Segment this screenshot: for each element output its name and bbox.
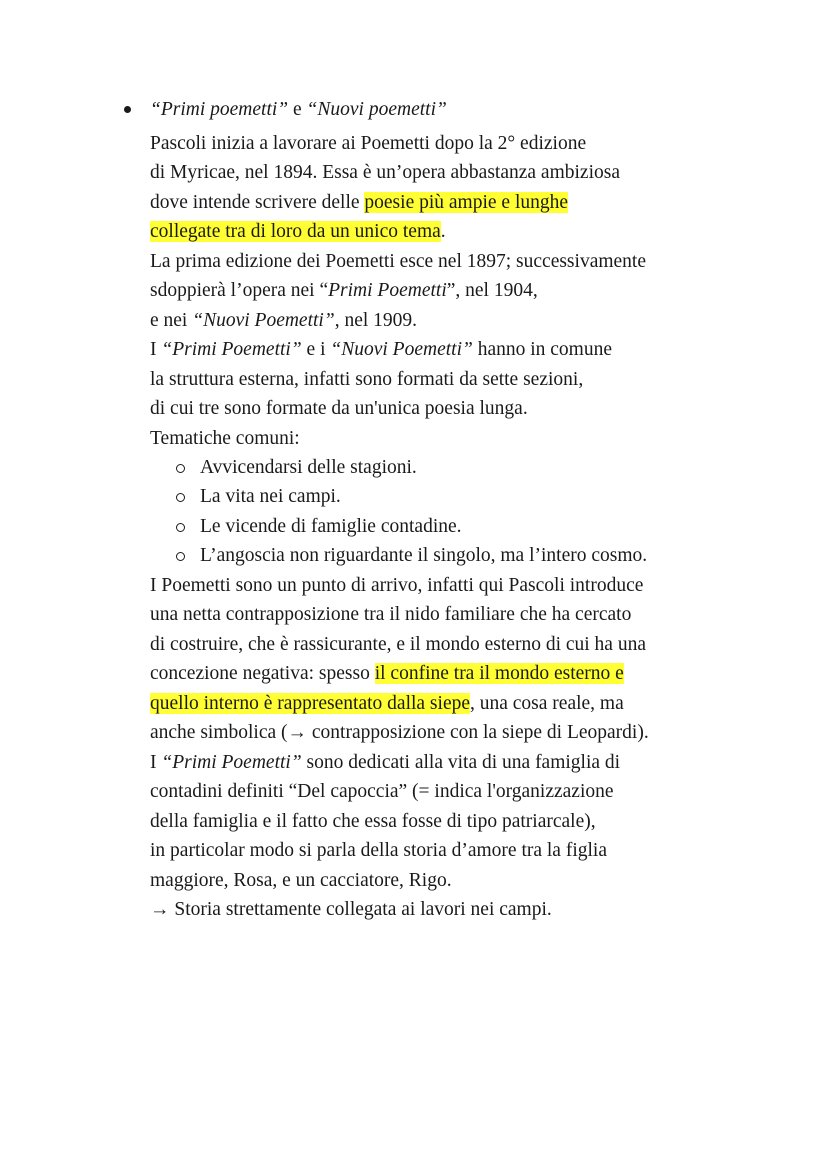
paragraph-line: La prima edizione dei Poemetti esce nel 1897; successivamente: [150, 251, 646, 272]
paragraph-line: [150, 276, 538, 305]
circle-bullet-icon: [176, 464, 185, 473]
paragraph-line: di cui tre sono formate da un'unica poesia lunga.: [150, 398, 528, 419]
paragraph-line: contadini definiti “Del capoccia” (= indica l'organizzazione: [150, 781, 614, 802]
paragraph-line: Tematiche comuni:: [150, 428, 300, 449]
theme-list-item: La vita nei campi.: [200, 486, 341, 507]
italic-title: “Nuovi Poemetti”: [192, 310, 335, 331]
paragraph-line: anche simbolica (→ contrapposizione con la siepe di Leopardi).: [150, 722, 649, 743]
heading-title-primi: “Primi poemetti”: [150, 99, 289, 120]
italic-title: “Primi Poemetti”: [161, 339, 302, 360]
paragraph-line: una netta contrapposizione tra il nido familiare che ha cercato: [150, 604, 632, 625]
paragraph-line: [150, 188, 568, 217]
highlighted-text: il confine tra il mondo esterno e: [374, 663, 624, 684]
theme-list-item: Avvicendarsi delle stagioni.: [200, 457, 417, 478]
paragraph-line: Pascoli inizia a lavorare ai Poemetti dopo la 2° edizione: [150, 133, 587, 154]
text-span: I: [150, 752, 162, 773]
paragraph-line: [150, 748, 620, 777]
italic-title: Primi Poemetti: [328, 280, 447, 301]
text-span: dove intende scrivere delle: [150, 192, 365, 213]
section-heading: [150, 95, 447, 124]
theme-list-item: L’angoscia non riguardante il singolo, ma l’intero cosmo.: [200, 545, 648, 566]
text-span: .: [440, 221, 446, 242]
highlighted-text: collegate tra di loro da un unico tema: [150, 221, 441, 242]
paragraph-line: della famiglia e il fatto che essa fosse di tipo patriarcale),: [150, 811, 596, 832]
text-span: I: [150, 339, 162, 360]
circle-bullet-icon: [176, 552, 185, 561]
highlighted-text: quello interno è rappresentato dalla siepe: [150, 693, 470, 714]
circle-bullet-icon: [176, 523, 185, 532]
paragraph-line: → Storia strettamente collegata ai lavori nei campi.: [150, 899, 552, 920]
text-span: concezione negativa: spesso: [150, 663, 375, 684]
text-span: , una cosa reale, ma: [470, 693, 624, 714]
text-span: sdoppierà l’opera nei “: [150, 280, 329, 301]
heading-conjunction: e: [288, 99, 307, 120]
paragraph-line: [150, 659, 624, 688]
paragraph-line: [150, 335, 612, 364]
italic-title: “Primi Poemetti”: [161, 752, 302, 773]
text-span: sono dedicati alla vita di una famiglia di: [301, 752, 621, 773]
paragraph-line: [150, 306, 417, 335]
text-span: ”, nel 1904,: [446, 280, 538, 301]
text-span: hanno in comune: [472, 339, 613, 360]
paragraph-line: [150, 689, 624, 718]
text-span: e i: [301, 339, 331, 360]
paragraph-line: la struttura esterna, infatti sono formati da sette sezioni,: [150, 369, 584, 390]
paragraph-line: di Myricae, nel 1894. Essa è un’opera abbastanza ambiziosa: [150, 162, 620, 183]
paragraph-line: di costruire, che è rassicurante, e il mondo esterno di cui ha una: [150, 634, 646, 655]
italic-title: “Nuovi Poemetti”: [330, 339, 473, 360]
heading-title-nuovi: “Nuovi poemetti”: [306, 99, 447, 120]
text-span: e nei: [150, 310, 193, 331]
theme-list-item: Le vicende di famiglie contadine.: [200, 516, 462, 537]
paragraph-line: I Poemetti sono un punto di arrivo, infatti qui Pascoli introduce: [150, 575, 644, 596]
text-span: , nel 1909.: [334, 310, 418, 331]
circle-bullet-icon: [176, 493, 185, 502]
paragraph-line: maggiore, Rosa, e un cacciatore, Rigo.: [150, 870, 452, 891]
paragraph-line: [150, 217, 446, 246]
highlighted-text: poesie più ampie e lunghe: [364, 192, 569, 213]
bullet-disc-icon: [124, 106, 131, 113]
paragraph-line: in particolar modo si parla della storia d’amore tra la figlia: [150, 840, 607, 861]
